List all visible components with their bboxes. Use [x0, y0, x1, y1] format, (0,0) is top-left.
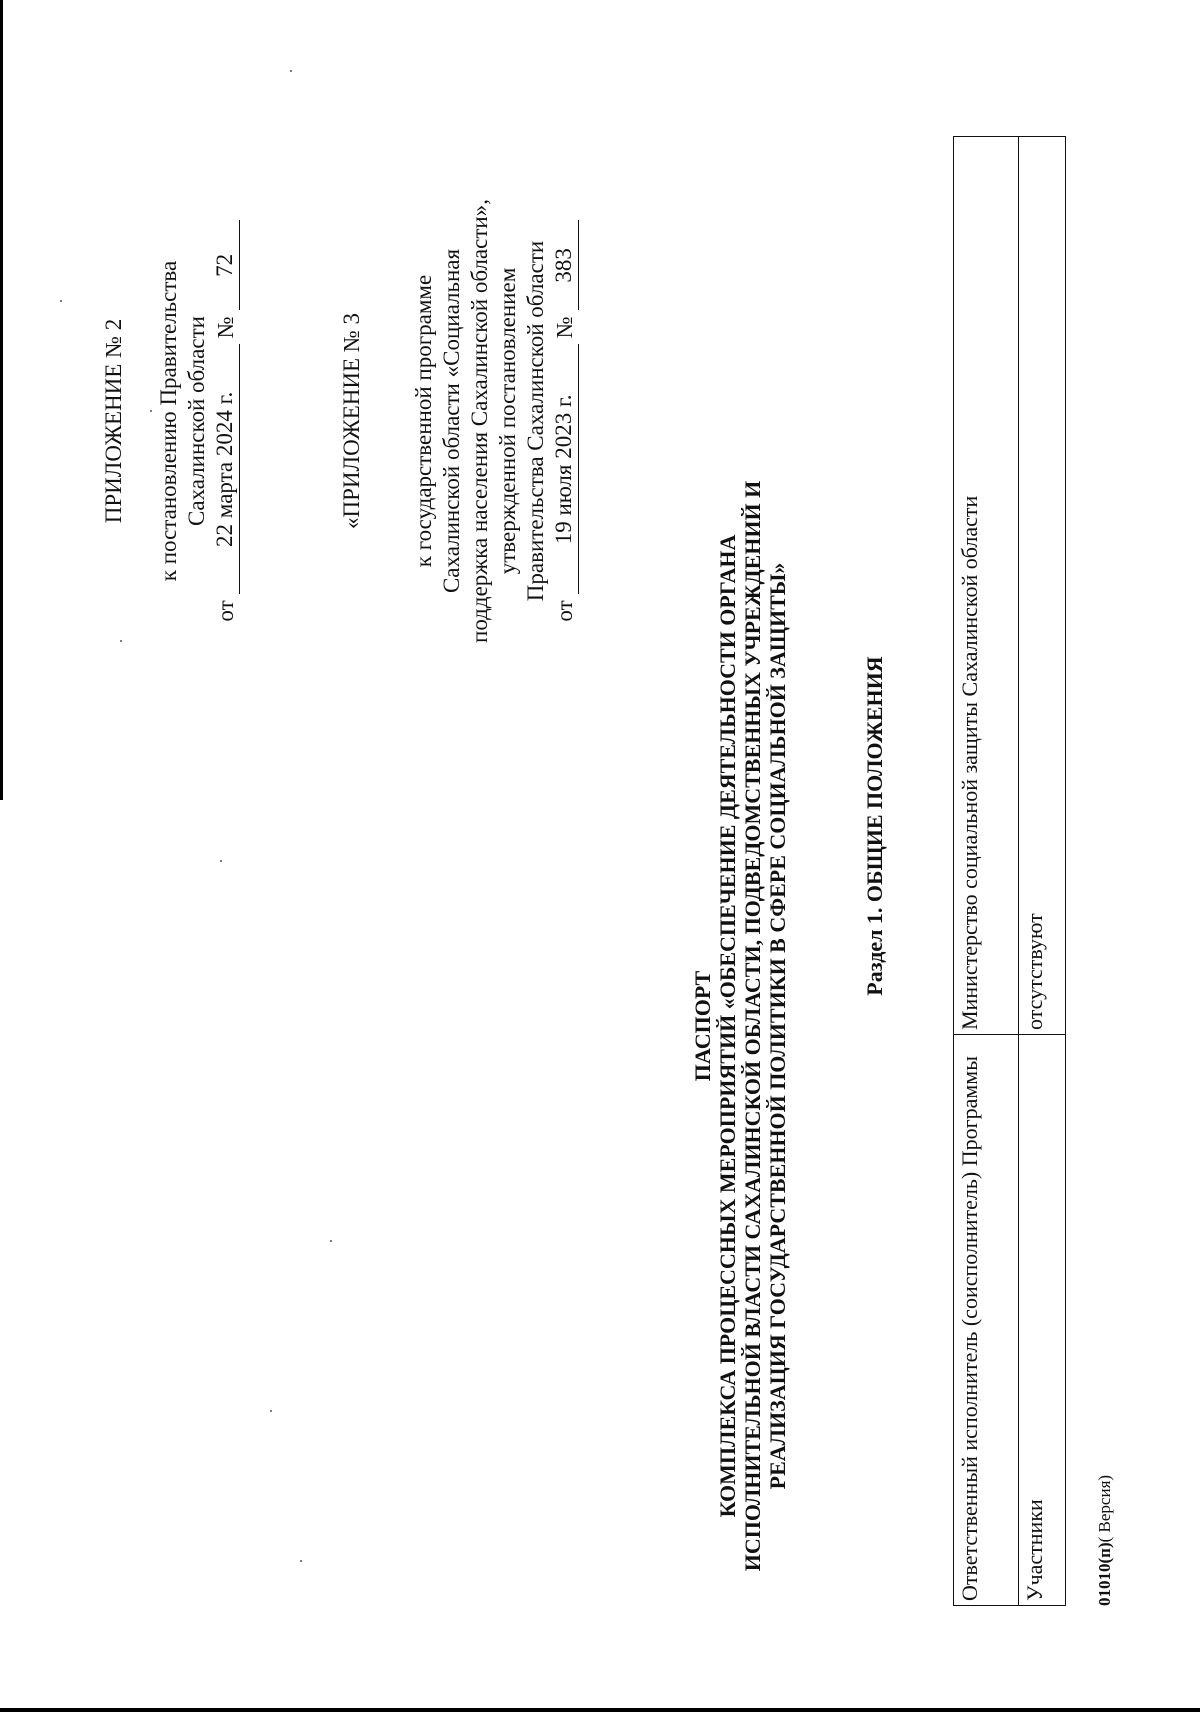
- table-row: [954, 137, 1019, 1606]
- approval-number: 72: [211, 220, 240, 310]
- approval-date: 19 июля 2023 г.: [550, 344, 579, 594]
- approval-date-row: [550, 121, 579, 721]
- table-cell-label: Участники: [1019, 1035, 1066, 1606]
- title-line: КОМПЛЕКСА ПРОЦЕССНЫХ МЕРОПРИЯТИЙ «ОБЕСПЕЧЕНИЕ ДЕЯТЕЛЬНОСТИ ОРГАНА: [715, 534, 740, 1518]
- approval-date-row: [211, 186, 240, 656]
- number-label: №: [213, 316, 238, 339]
- approval-line: к постановлению Правительства: [156, 260, 181, 582]
- general-provisions-table: [953, 136, 1066, 1606]
- footer-version: [1095, 1475, 1115, 1606]
- title-line: ИСПОЛНИТЕЛЬНОЙ ВЛАСТИ САХАЛИНСКОЙ ОБЛАСТИ, ПОДВЕДОМСТВЕННЫХ УЧРЕЖДЕНИЙ И: [740, 480, 765, 1572]
- approval-line: утвержденной постановлением: [495, 267, 520, 575]
- approval-block: [100, 186, 240, 656]
- table-cell-value: отсутствуют: [1019, 137, 1066, 1035]
- document-title: [690, 456, 790, 1596]
- approval-date: 22 марта 2024 г.: [211, 344, 240, 594]
- table-row: [1019, 137, 1066, 1606]
- approval-line: Сахалинской области: [184, 316, 209, 526]
- approval-number: 383: [550, 220, 579, 310]
- approval-line: Правительства Сахалинской области: [523, 240, 548, 602]
- section-heading: Раздел 1. ОБЩИЕ ПОЛОЖЕНИЯ: [862, 656, 887, 996]
- approval-block-2: [338, 121, 579, 721]
- approval-line: Сахалинской области «Социальная: [439, 248, 464, 594]
- appendix-title: ПРИЛОЖЕНИЕ № 2: [101, 318, 126, 524]
- document-code: 01010(п): [1095, 1542, 1114, 1606]
- table-cell-value: Министерство социальной защиты Сахалинской области: [954, 137, 1019, 1035]
- version-label: ( Версия): [1095, 1474, 1114, 1543]
- approval-line: поддержка населения Сахалинской области»,: [467, 199, 492, 643]
- appendix-title: «ПРИЛОЖЕНИЕ № 3: [339, 312, 364, 530]
- table-cell-label: Ответственный исполнитель (соисполнитель) Программы: [954, 1035, 1019, 1606]
- from-label: от: [213, 600, 238, 622]
- approval-line: к государственной программе: [411, 274, 436, 568]
- number-label: №: [552, 316, 577, 339]
- title-line: РЕАЛИЗАЦИЯ ГОСУДАРСТВЕННОЙ ПОЛИТИКИ В СФЕРЕ СОЦИАЛЬНОЙ ЗАЩИТЫ»: [765, 562, 790, 1490]
- from-label: от: [552, 600, 577, 622]
- title-line: ПАСПОРТ: [690, 970, 715, 1082]
